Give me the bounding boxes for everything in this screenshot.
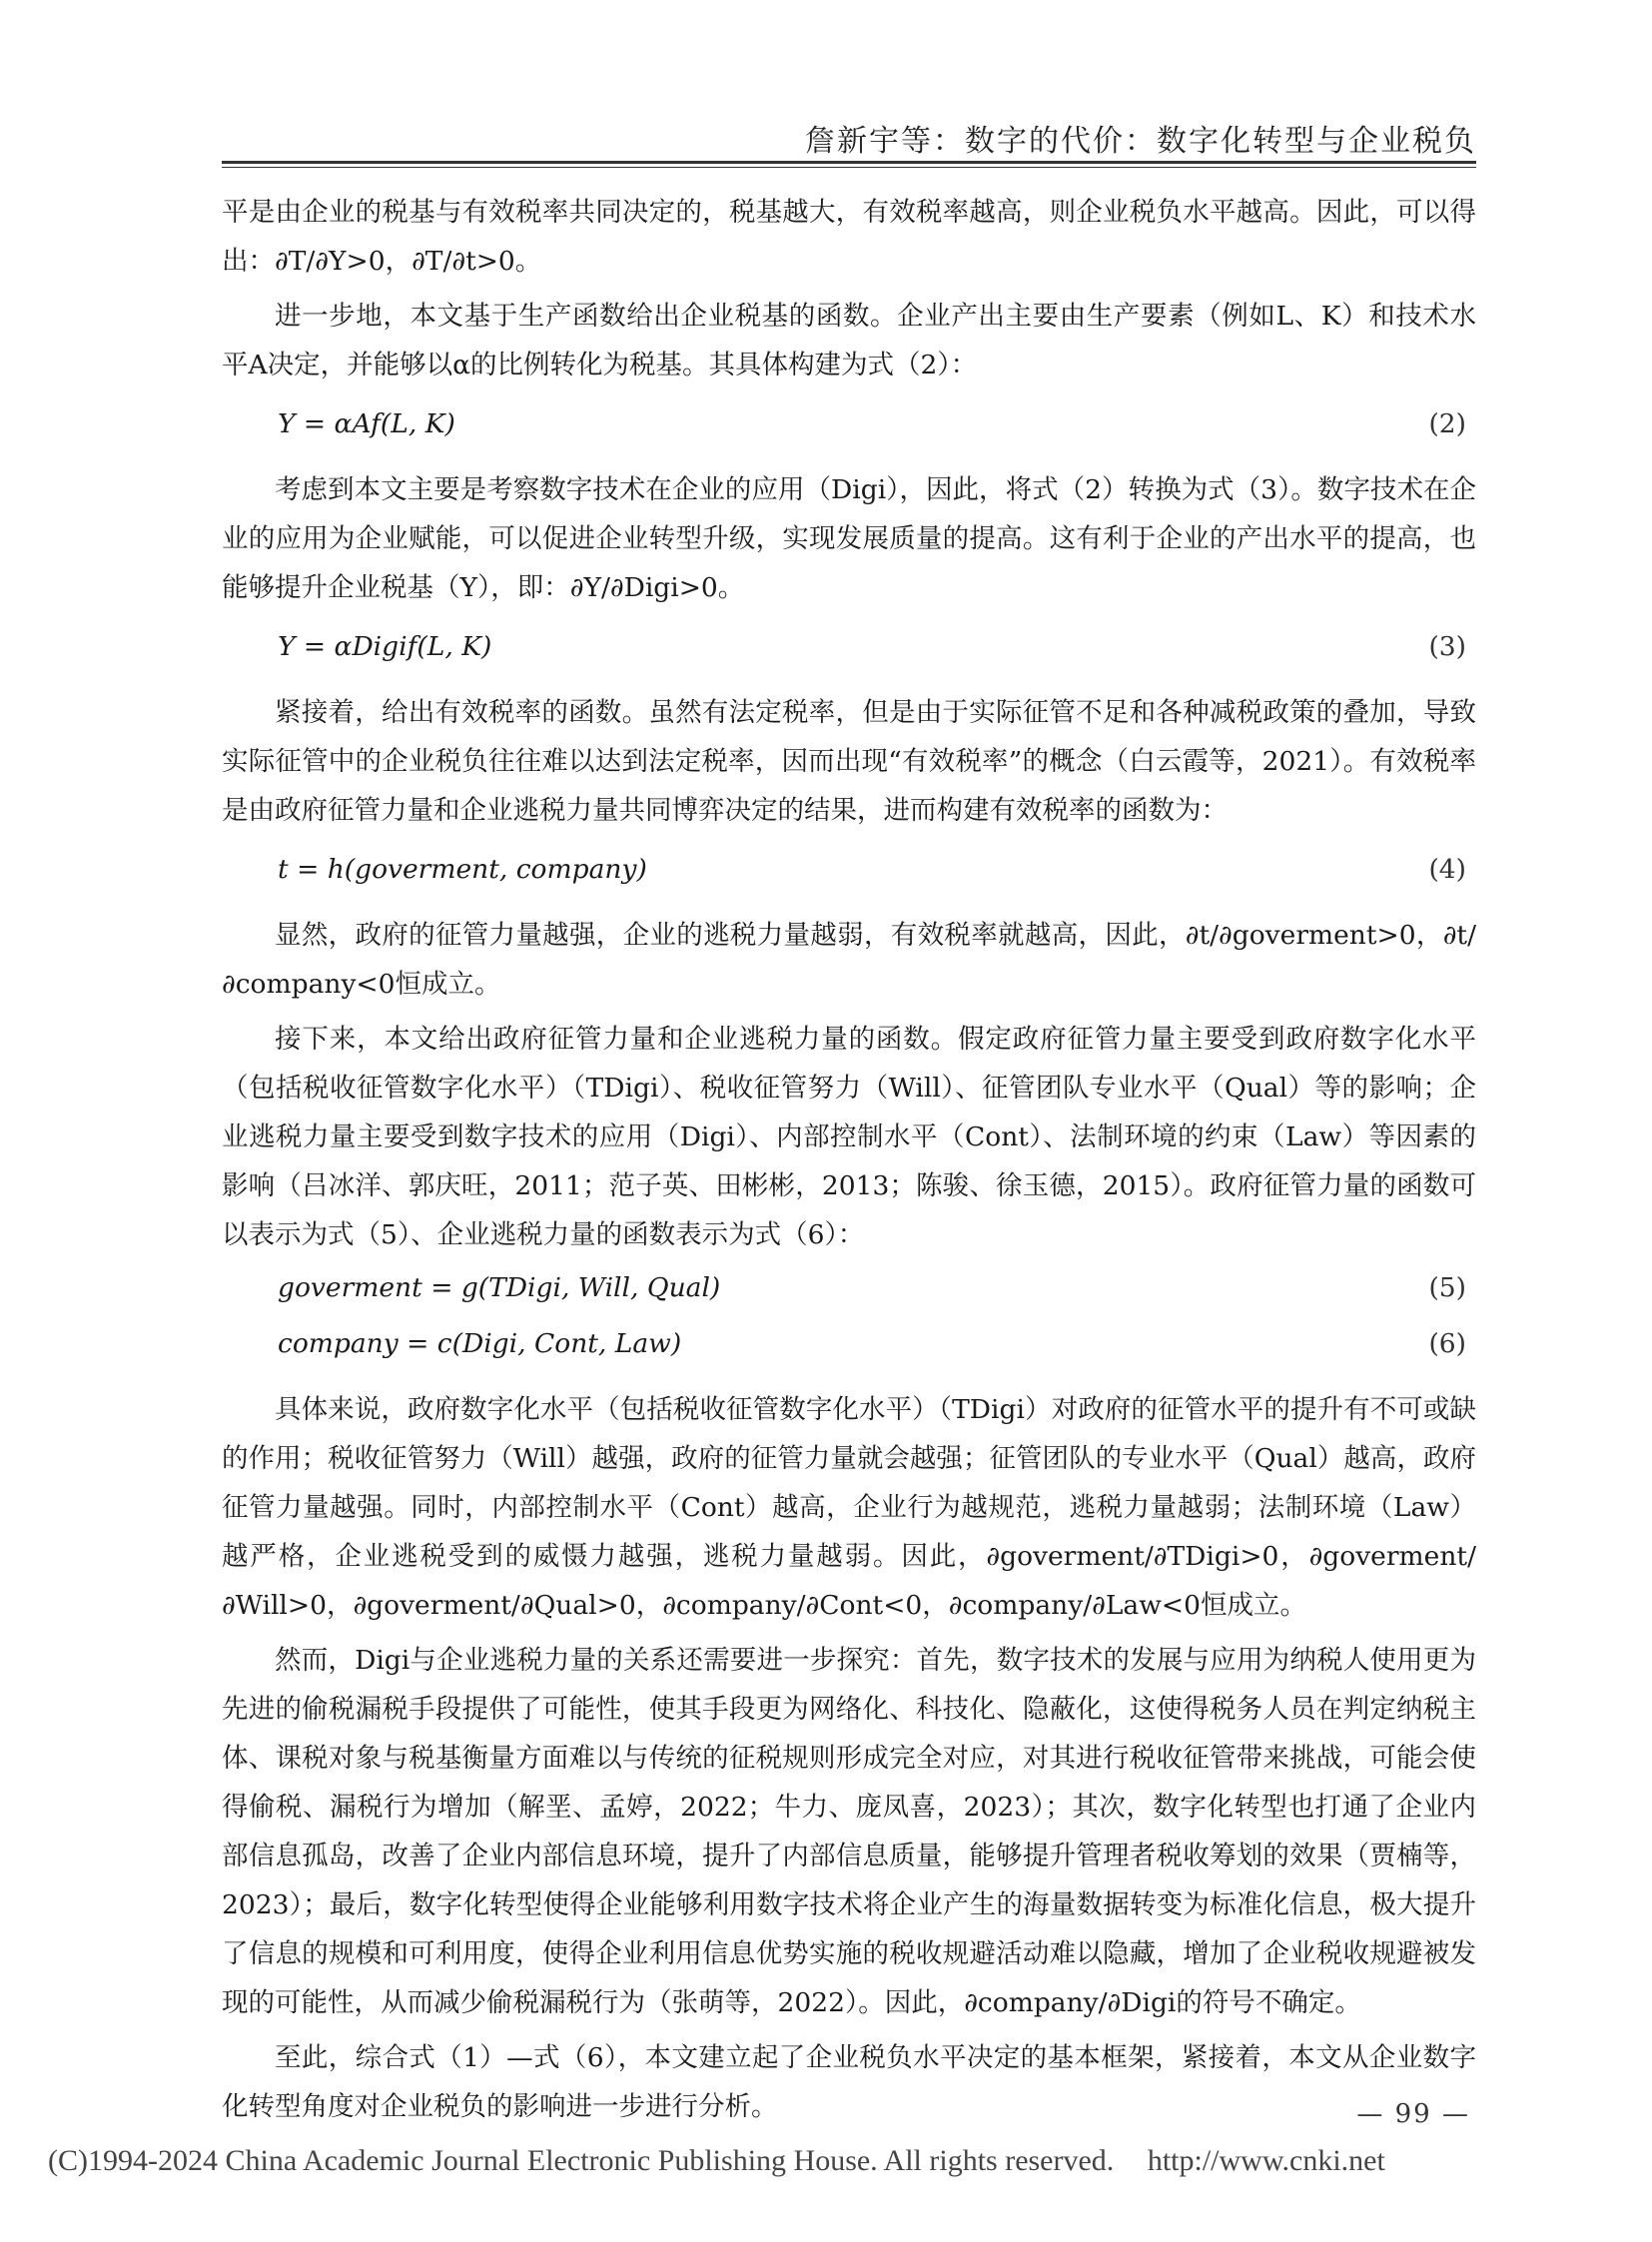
equation-formula: Y = αDigif(L, K) xyxy=(278,630,492,662)
equation-4 xyxy=(222,847,1476,891)
paragraph: 接下来，本文给出政府征管力量和企业逃税力量的函数。假定政府征管力量主要受到政府数字化水平（包括税收征管数字化水平）（TDigi）、税收征管努力（Will）、征管团队专业水平（Qual）等的影响；企业逃税力量主要受到数字技术的应用（Digi）、内部控制水平（Cont）、法制环境的约束（Law）等因素的影响（吕冰洋、郭庆旺，2011；范子英、田彬彬，2013；陈骏、徐玉德，2015）。政府征管力量的函数可以表示为式（5）、企业逃税力量的函数表示为式（6）： xyxy=(222,1024,1476,1250)
paragraph: 平是由企业的税基与有效税率共同决定的，税基越大，有效税率越高，则企业税负水平越高。因此，可以得出：∂T/∂Y>0，∂T/∂t>0。 xyxy=(222,197,1476,277)
equation-3 xyxy=(222,624,1476,668)
paragraph: 进一步地，本文基于生产函数给出企业税基的函数。企业产出主要由生产要素（例如L、K）和技术水平A决定，并能够以α的比例转化为税基。其具体构建为式（2）： xyxy=(222,301,1476,380)
equation-formula: t = h(goverment, company) xyxy=(278,853,647,885)
copyright-notice xyxy=(48,2144,1385,2178)
equation-number: (5) xyxy=(1428,1271,1466,1303)
equation-5 xyxy=(222,1265,1476,1309)
paragraph: 紧接着，给出有效税率的函数。虽然有法定税率，但是由于实际征管不足和各种减税政策的叠加，导致实际征管中的企业税负往往难以达到法定税率，因而出现“有效税率”的概念（白云霞等，2021）。有效税率是由政府征管力量和企业逃税力量共同博弈决定的结果，进而构建有效税率的函数为： xyxy=(222,697,1476,826)
header-rule-thin xyxy=(222,167,1476,168)
running-header: 詹新宇等：数字的代价：数字化转型与企业税负 xyxy=(805,124,1476,159)
paragraph: 具体来说，政府数字化水平（包括税收征管数字化水平）（TDigi）对政府的征管水平的提升有不可或缺的作用；税收征管努力（Will）越强，政府的征管力量就会越强；征管团队的专业水平（Qual）越高，政府征管力量越强。同时，内部控制水平（Cont）越高，企业行为越规范，逃税力量越弱；法制环境（Law）越严格，企业逃税受到的威慑力越强，逃税力量越弱。因此，∂goverment/∂TDigi>0，∂goverment/∂Will>0，∂goverment/∂Qual>0，∂company/∂Cont<0，∂company/∂Law<0恒成立。 xyxy=(222,1394,1476,1621)
page-number: — 99 — xyxy=(1356,2099,1470,2129)
equation-number: (2) xyxy=(1428,407,1466,439)
equation-number: (6) xyxy=(1428,1327,1466,1359)
copyright-text: (C)1994-2024 China Academic Journal Electronic Publishing House. All rights reserved. xyxy=(48,2144,1115,2177)
equation-6 xyxy=(222,1321,1476,1365)
equation-number: (4) xyxy=(1428,853,1466,885)
equation-formula: company = c(Digi, Cont, Law) xyxy=(278,1327,682,1359)
equation-2 xyxy=(222,401,1476,445)
paragraph: 显然，政府的征管力量越强，企业的逃税力量越弱，有效税率就越高，因此，∂t/∂goverment>0，∂t/∂company<0恒成立。 xyxy=(222,920,1476,1000)
equation-formula: Y = αAf(L, K) xyxy=(278,407,455,439)
paragraph: 至此，综合式（1）—式（6），本文建立起了企业税负水平决定的基本框架，紧接着，本文从企业数字化转型角度对企业税负的影响进一步进行分析。 xyxy=(222,2042,1476,2122)
equation-formula: goverment = g(TDigi, Will, Qual) xyxy=(278,1271,721,1303)
article-body xyxy=(222,188,1476,2137)
cnki-link[interactable]: http://www.cnki.net xyxy=(1147,2144,1385,2177)
header-rule xyxy=(222,161,1476,164)
paragraph: 然而，Digi与企业逃税力量的关系还需要进一步探究：首先，数字技术的发展与应用为纳税人使用更为先进的偷税漏税手段提供了可能性，使其手段更为网络化、科技化、隐蔽化，这使得税务人员在判定纳税主体、课税对象与税基衡量方面难以与传统的征税规则形成完全对应，对其进行税收征管带来挑战，可能会使得偷税、漏税行为增加（解垩、孟婷，2022；牛力、庞凤喜，2023）；其次，数字化转型也打通了企业内部信息孤岛，改善了企业内部信息环境，提升了内部信息质量，能够提升管理者税收筹划的效果（贾楠等，2023）；最后，数字化转型使得企业能够利用数字技术将企业产生的海量数据转变为标准化信息，极大提升了信息的规模和可利用度，使得企业利用信息优势实施的税收规避活动难以隐藏，增加了企业税收规避被发现的可能性，从而减少偷税漏税行为（张萌等，2022）。因此，∂company/∂Digi的符号不确定。 xyxy=(222,1645,1476,2018)
equation-number: (3) xyxy=(1428,630,1466,662)
paragraph: 考虑到本文主要是考察数字技术在企业的应用（Digi），因此，将式（2）转换为式（3）。数字技术在企业的应用为企业赋能，可以促进企业转型升级，实现发展质量的提高。这有利于企业的产出水平的提高，也能够提升企业税基（Y），即：∂Y/∂Digi>0。 xyxy=(222,474,1476,603)
